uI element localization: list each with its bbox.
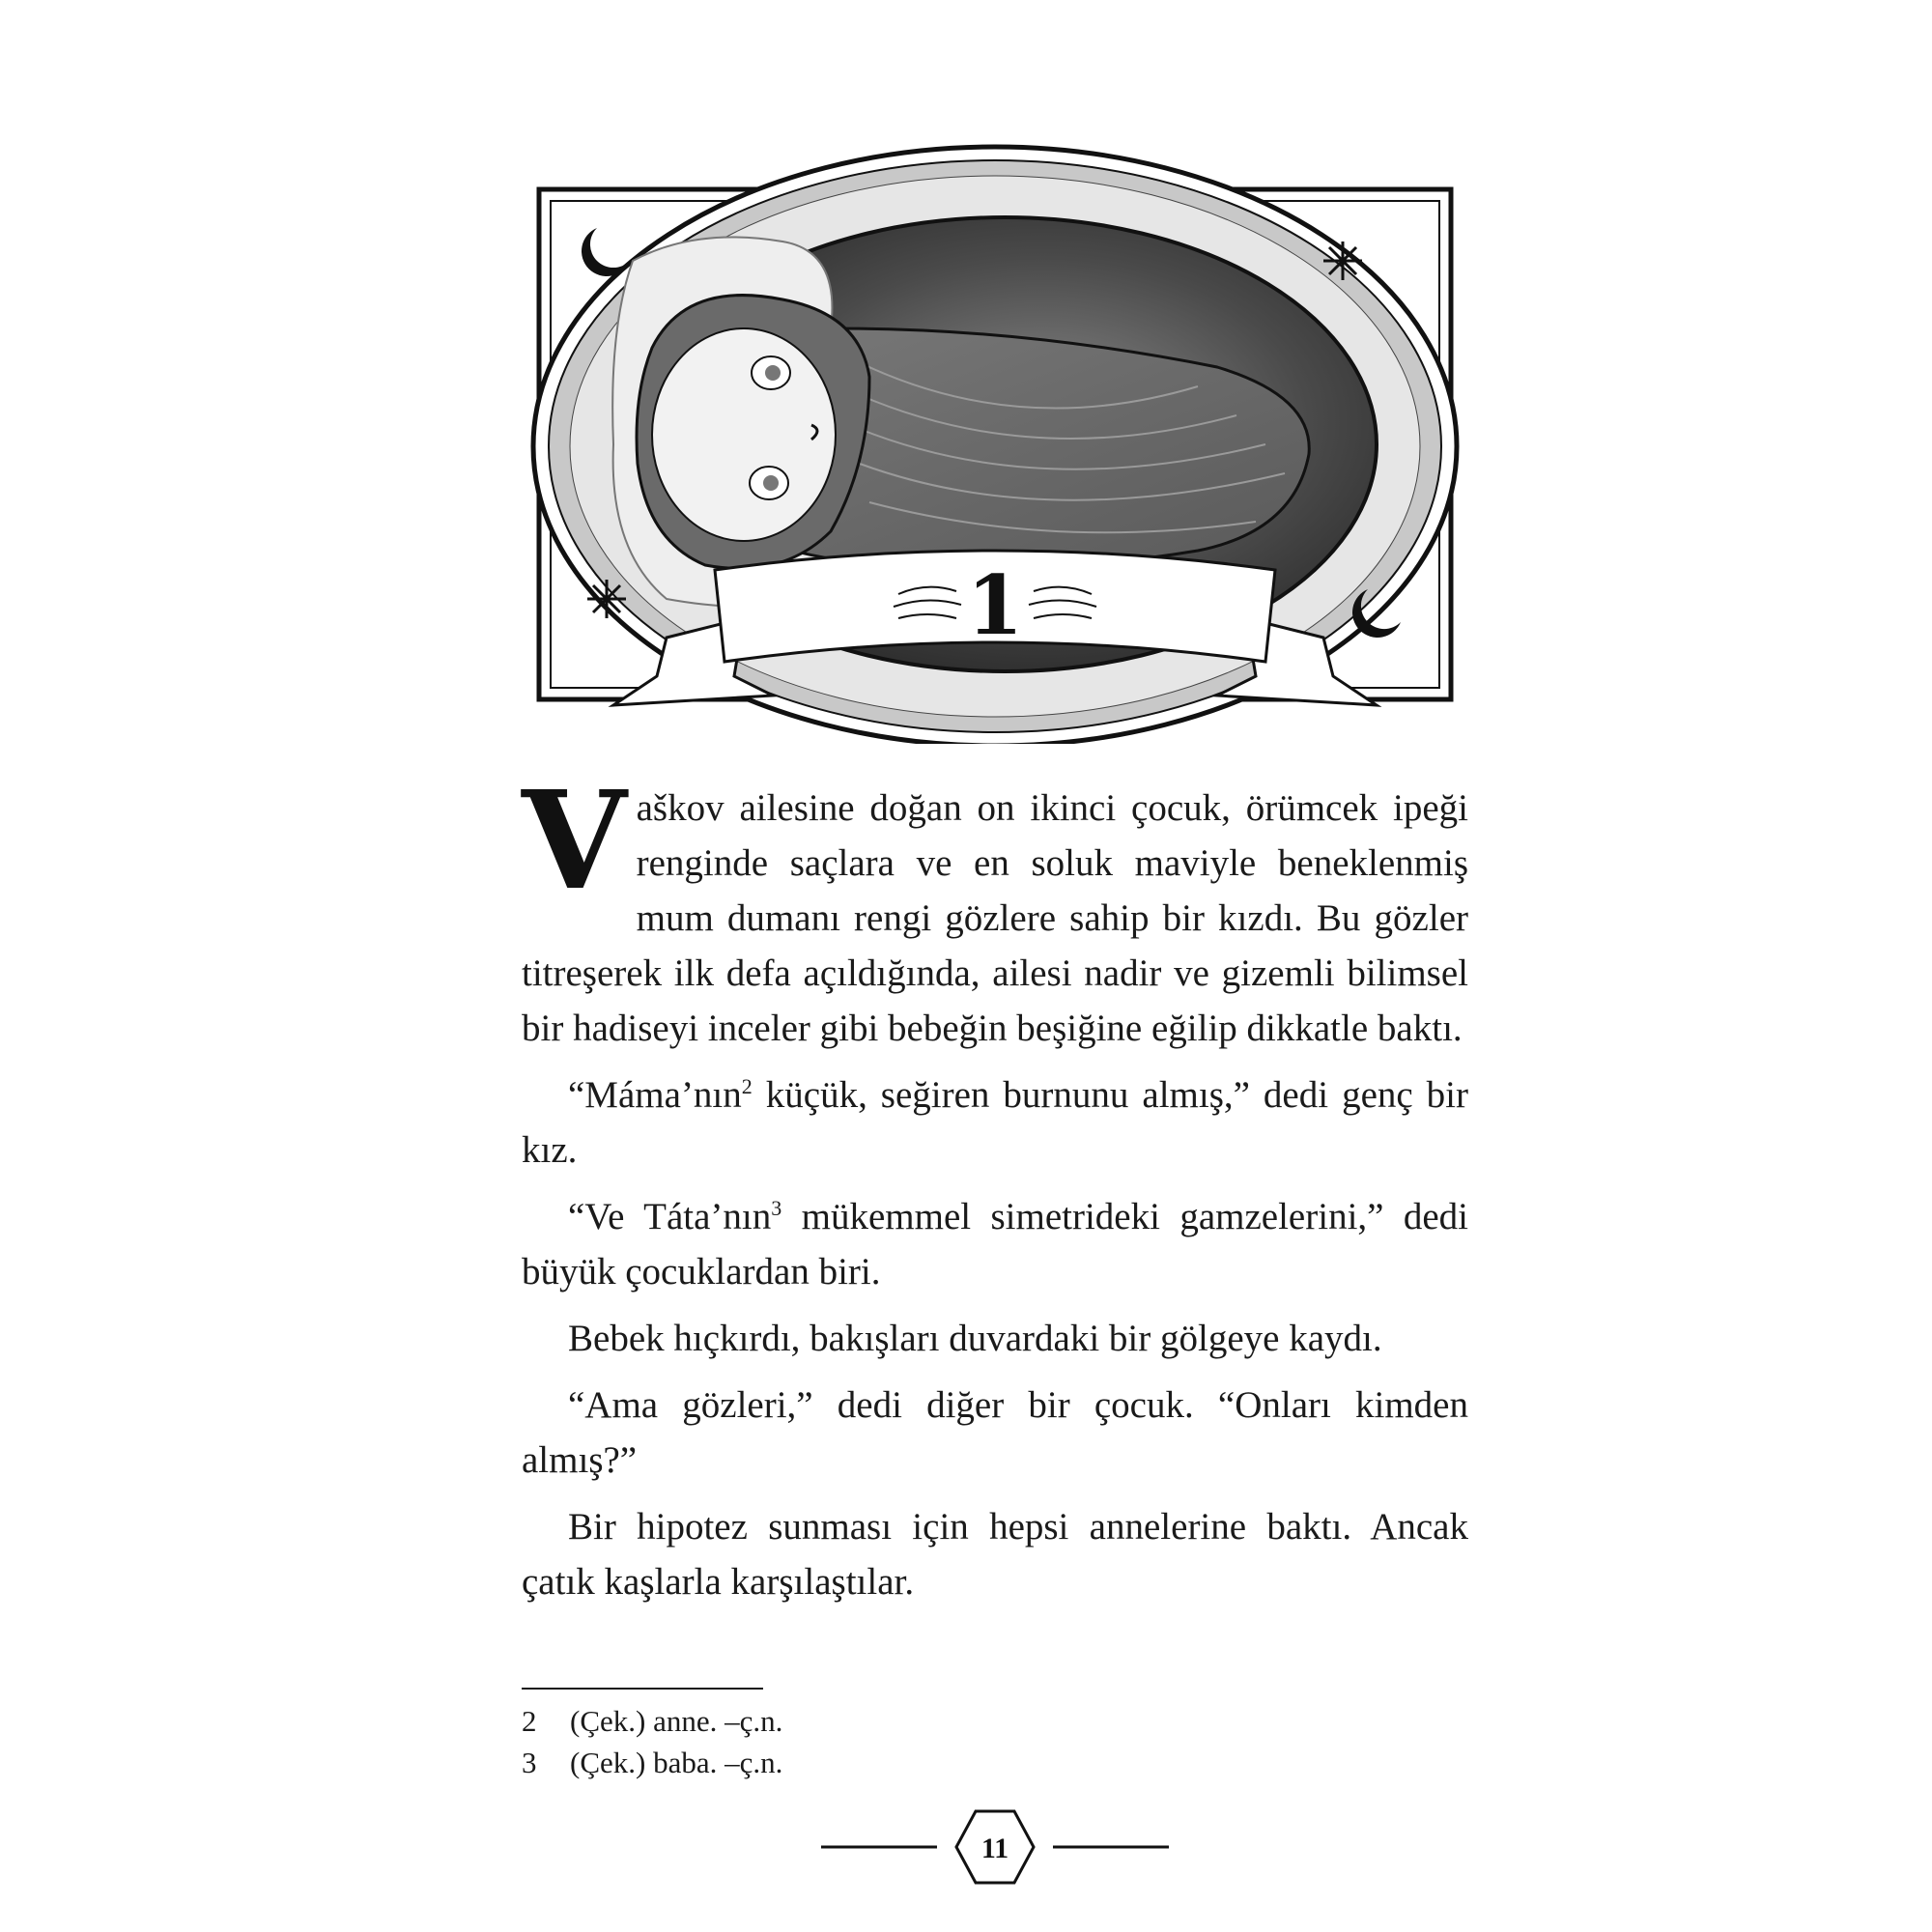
paragraph: Bir hipotez sunması için hepsi annelerine baktı. Ancak çatık kaşlarla karşılaştılar.: [522, 1506, 1468, 1603]
chapter-text: [522, 762, 1468, 1621]
footnote-ref[interactable]: 2: [741, 1074, 753, 1098]
dropcap: V: [522, 762, 627, 921]
paragraph: Bebek hıçkırdı, bakışları duvardaki bir gölgeye kaydı.: [568, 1318, 1382, 1359]
paragraph: “Máma’nın$^2$ küçük, seğiren burnunu almış,” dedi genç bir kız.: [522, 1074, 1468, 1171]
footnote: 2 (Çek.) anne. –ç.n.: [522, 1704, 783, 1738]
page-number-text: 11: [980, 1833, 1009, 1864]
chapter-illustration: [522, 135, 1468, 744]
page-number: [821, 1804, 1169, 1890]
footnote-ref[interactable]: 3: [771, 1196, 782, 1220]
baby-face: [652, 328, 836, 541]
star-icon: [587, 580, 626, 618]
paragraph: Vaškov ailesine doğan on ikinci çocuk, örümcek ipeği renginde saçlara ve en soluk maviyle beneklenmiş mum dumanı rengi gözlere sahip bir kızdı. Bu gözler titreşerek ilk defa açıldığında, ailesi nadir ve gizemli bilimsel bir hadiseyi inceler gibi bebeğin beşiğine eğilip dikkatle baktı.: [522, 762, 1468, 1049]
footnotes: [522, 1700, 782, 1783]
footnote-rule: [522, 1688, 763, 1690]
paragraph: “Ve Táta’nın$^3$ mükemmel simetrideki gamzelerini,” dedi büyük çocuklardan biri.: [522, 1196, 1468, 1293]
star-icon: [1323, 242, 1362, 280]
chapter-number: 1: [966, 557, 1024, 653]
paragraph: “Ama gözleri,” dedi diğer bir çocuk. “Onları kimden almış?”: [522, 1384, 1468, 1481]
moon-icon: [582, 228, 630, 276]
footnote: 3 (Çek.) baba. –ç.n.: [522, 1746, 783, 1779]
